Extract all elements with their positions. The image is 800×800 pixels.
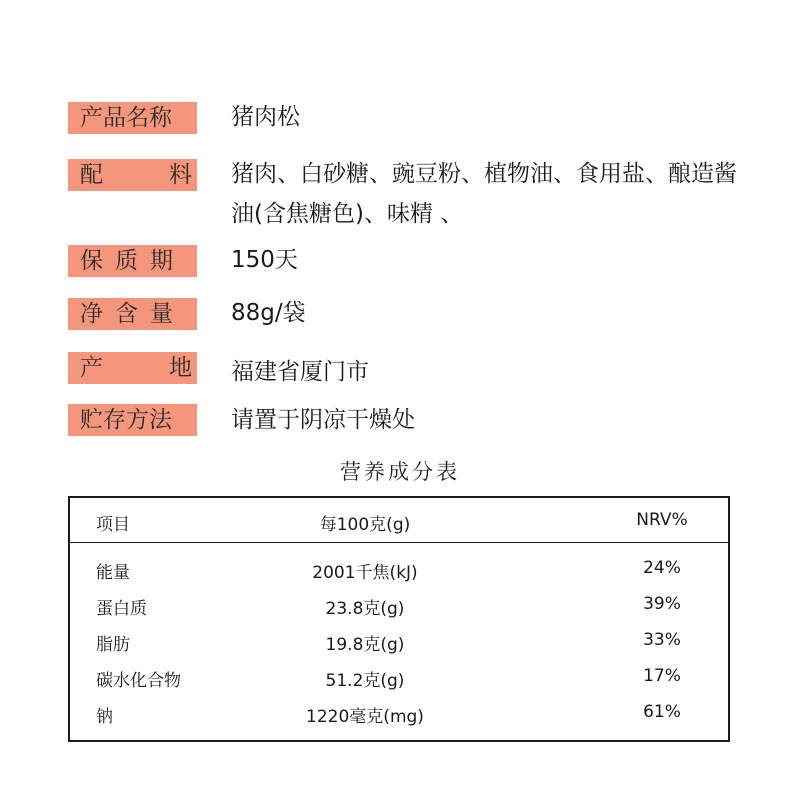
- nutrient-name: 钠: [96, 707, 113, 727]
- nutrient-nrv: 17%: [643, 666, 681, 686]
- nutrition-row-carbohydrate: [70, 666, 728, 702]
- nutrient-amount: 19.8克(g): [325, 635, 405, 655]
- nutrient-nrv: 39%: [643, 594, 681, 614]
- header-nrv: NRV%: [636, 510, 688, 530]
- value-shelf-life: 150天: [231, 247, 298, 273]
- value-net-content: 88g/袋: [231, 300, 306, 326]
- nutrient-amount: 51.2克(g): [325, 671, 405, 691]
- nutrition-row-energy: [70, 558, 728, 594]
- value-product-name: 猪肉松: [231, 104, 300, 130]
- nutrition-table-title: 营养成分表: [340, 460, 460, 484]
- nutrition-table: [68, 496, 730, 742]
- label-shelf-life: 保质期: [68, 245, 197, 277]
- nutrition-row-fat: [70, 630, 728, 666]
- label-ingredients: 配料: [68, 159, 197, 191]
- nutrient-name: 能量: [96, 563, 130, 583]
- nutrient-nrv: 24%: [643, 558, 681, 578]
- value-ingredients: 猪肉、白砂糖、豌豆粉、植物油、食用盐、酿造酱油(含焦糖色)、味精 、: [231, 161, 737, 227]
- nutrient-name: 蛋白质: [96, 599, 147, 619]
- nutrition-header-row: [70, 498, 728, 543]
- header-item: 项目: [96, 515, 130, 535]
- nutrient-amount: 23.8克(g): [325, 599, 405, 619]
- nutrient-name: 脂肪: [96, 635, 130, 655]
- value-storage: 请置于阴凉干燥处: [231, 407, 415, 433]
- header-per-100g: 每100克(g): [319, 515, 411, 535]
- label-net-content: 净含量: [68, 298, 197, 330]
- nutrient-amount: 1220毫克(mg): [306, 707, 424, 727]
- label-origin: 产地: [68, 352, 197, 384]
- label-storage: 贮存方法: [68, 404, 197, 436]
- nutrition-row-sodium: [70, 702, 728, 738]
- label-product-name: 产品名称: [68, 102, 197, 134]
- nutrient-amount: 2001千焦(kJ): [312, 563, 418, 583]
- nutrition-row-protein: [70, 594, 728, 630]
- nutrient-nrv: 33%: [643, 630, 681, 650]
- nutrient-name: 碳水化合物: [96, 671, 181, 691]
- value-origin: 福建省厦门市: [231, 359, 369, 385]
- nutrient-nrv: 61%: [643, 702, 681, 722]
